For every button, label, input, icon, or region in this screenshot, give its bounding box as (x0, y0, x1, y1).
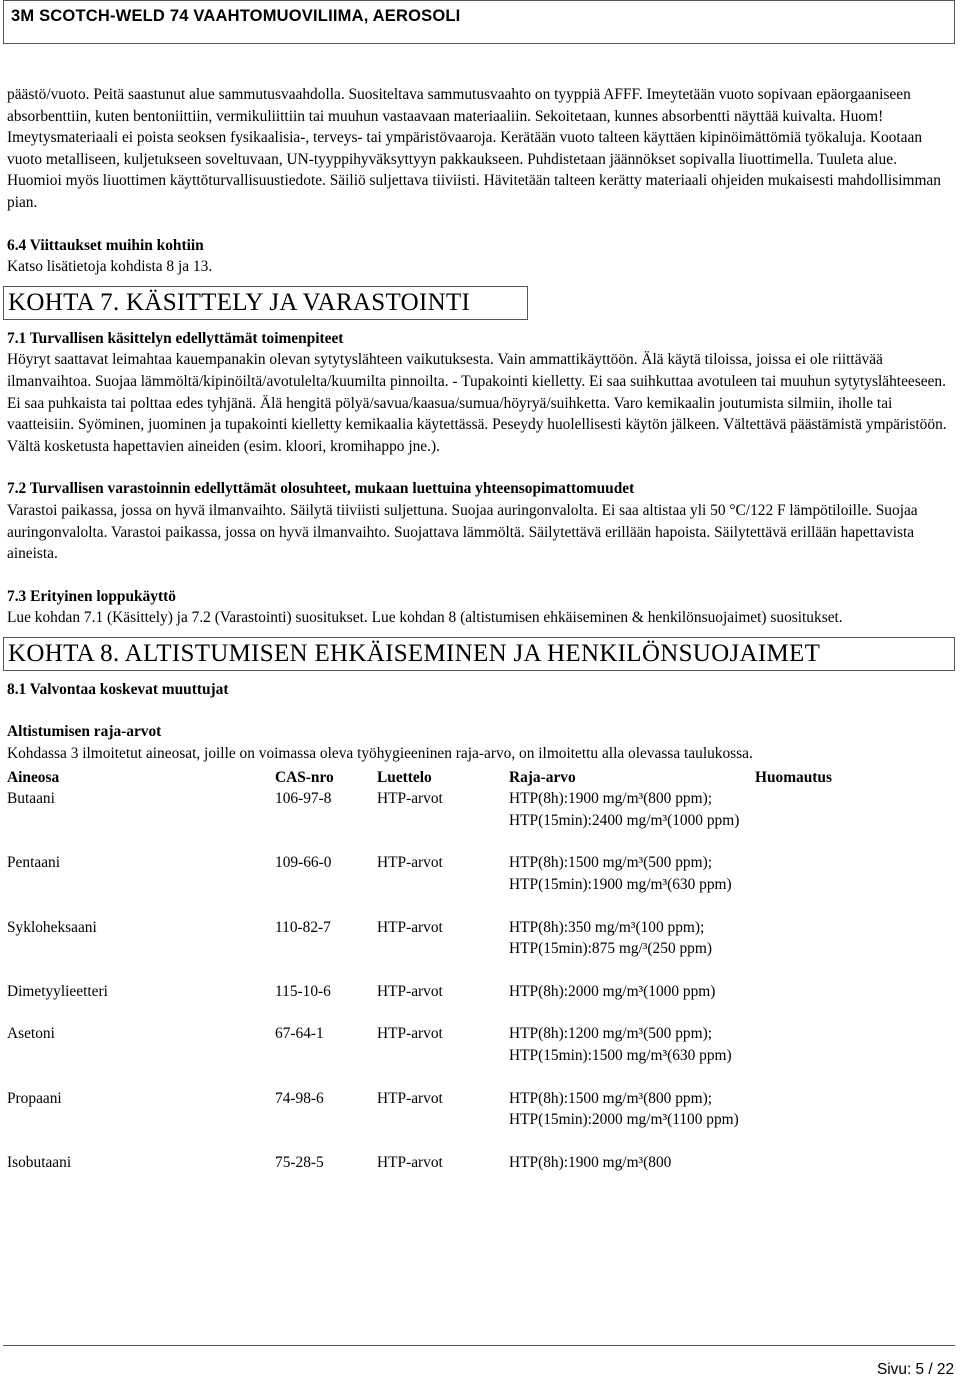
cell-huomautus (755, 788, 945, 852)
exposure-limits-table (7, 767, 945, 1174)
cell-raja-arvo: HTP(8h):1900 mg/m³(800 (509, 1153, 672, 1171)
s7-1-text: Höyryt saattavat leimahtaa kauempanakin olevan sytytyslähteen vaikutuksesta. Vain ammattikäyttöön. Älä käytä tiloissa, joissa ei ole riittävää ilmanvaihtoa. Suojaa lämmöltä/kipinöiltä/avotulelta/kuumilta pinnoilta. - Tupakointi kielletty. Ei saa suihkuttaa avotuleen tai muuhun sytytyslähteeseen. Ei saa puhkaista tai polttaa edes tyhjänä. Älä hengitä pölyä/savua/kaasua/sumua/höyryä/suihketta. Varo kemikaalin joutumista silmiin, iholle tai vaatteisiin. Syöminen, juominen ja tupakointi kielletty kemikaalia käytettässä. Peseydy huolellisesti käytön jälkeen. Vältettävä päästämistä ympäristöön. Vältä kosketusta hapettavien aineiden (esim. kloori, kromihappo jne.). (7, 351, 947, 455)
table-row (7, 981, 945, 1024)
document-body (7, 84, 952, 1173)
cell-huomautus (755, 1023, 945, 1087)
cell-cas: 106-97-8 (275, 790, 332, 808)
col-header-raja-arvo: Raja-arvo (509, 768, 576, 786)
table-row (7, 1023, 945, 1087)
cell-cas: 115-10-6 (275, 982, 331, 1000)
limits-heading: Altistumisen raja-arvot (7, 723, 162, 741)
cell-aineosa: Butaani (7, 790, 55, 808)
cell-luettelo: HTP-arvot (377, 1025, 443, 1043)
cell-cas: 75-28-5 (275, 1153, 324, 1171)
cell-huomautus (755, 852, 945, 916)
cell-raja-arvo: HTP(8h):1500 mg/m³(500 ppm); HTP(15min):1900 mg/m³(630 ppm) (509, 854, 732, 894)
s8-1-heading: 8.1 Valvontaa koskevat muuttujat (7, 680, 229, 698)
cell-cas: 109-66-0 (275, 854, 332, 872)
s7-3-text: Lue kohdan 7.1 (Käsittely) ja 7.2 (Varastointi) suositukset. Lue kohdan 8 (altistumisen ehkäiseminen & henkilönsuojaimet) suositukset. (7, 609, 843, 627)
section-8-title: KOHTA 8. ALTISTUMISEN EHKÄISEMINEN JA HENKILÖNSUOJAIMET (8, 639, 821, 667)
table-header-row (7, 767, 945, 789)
cell-huomautus (755, 1088, 945, 1152)
cell-luettelo: HTP-arvot (377, 1153, 443, 1171)
s6-4-heading: 6.4 Viittaukset muihin kohtiin (7, 236, 204, 254)
col-header-aineosa: Aineosa (7, 768, 60, 786)
cell-huomautus (755, 1152, 945, 1174)
cell-aineosa: Asetoni (7, 1025, 55, 1043)
cell-luettelo: HTP-arvot (377, 854, 443, 872)
cell-huomautus (755, 981, 945, 1024)
cell-huomautus (755, 917, 945, 981)
section-7-box (3, 286, 528, 320)
table-row (7, 788, 945, 852)
cell-luettelo: HTP-arvot (377, 918, 443, 936)
section-8-box (3, 637, 955, 671)
cell-raja-arvo: HTP(8h):1200 mg/m³(500 ppm); HTP(15min):1500 mg/m³(630 ppm) (509, 1025, 732, 1064)
s6-4-text: Katso lisätietoja kohdista 8 ja 13. (7, 258, 213, 276)
footer-rule (3, 1345, 955, 1346)
cell-aineosa: Sykloheksaani (7, 918, 97, 936)
table-row (7, 852, 945, 916)
cell-aineosa: Pentaani (7, 854, 60, 872)
cell-aineosa: Propaani (7, 1089, 62, 1107)
col-header-cas: CAS-nro (275, 768, 334, 786)
table-row (7, 1088, 945, 1152)
cell-raja-arvo: HTP(8h):2000 mg/m³(1000 ppm) (509, 982, 716, 1000)
cell-cas: 67-64-1 (275, 1025, 324, 1043)
s6-intro-text: päästö/vuoto. Peitä saastunut alue sammutusvaahdolla. Suositeltava sammutusvaahto on tyyppiä AFFF. Imeytetään vuoto sopivaan epäorgaaniseen absorbenttiin, kuten bentoniittiin, vermikuliittiin tai muuhun vastaavaan materiaaliin. Sekoitetaan, kunnes absorbentti näyttää kuivalta. Huom! Imeytysmateriaali ei poista seoksen fysikaalisia-, terveys- tai ympäristövaaroja. Kerätään vuoto talteen käyttäen kipinöimättömiä työkaluja. Kootaan vuoto metalliseen, kuljetukseen soveltuvaan, UN-tyyppihyväksyttyyn pakkaukseen. Puhdistetaan jäännökset sopivalla liuottimella. Tuuleta alue. Huomioi myös liuottimen käyttöturvallisuustiedote. Säiliö suljettava tiiviisti. Hävitetään talteen kerätty materiaali ohjeiden mukaisesti mahdollisimman pian. (7, 86, 941, 211)
col-header-luettelo: Luettelo (377, 768, 432, 786)
cell-raja-arvo: HTP(8h):1900 mg/m³(800 ppm); HTP(15min):2400 mg/m³(1000 ppm) (509, 790, 740, 829)
cell-aineosa: Isobutaani (7, 1153, 72, 1171)
cell-raja-arvo: HTP(8h):350 mg/m³(100 ppm); HTP(15min):875 mg/³(250 ppm) (509, 918, 712, 958)
cell-luettelo: HTP-arvot (377, 1089, 443, 1107)
limits-text: Kohdassa 3 ilmoitetut aineosat, joille on voimassa oleva työhygieeninen raja-arvo, on ilmoitettu alla olevassa taulukossa. (7, 745, 753, 763)
cell-raja-arvo: HTP(8h):1500 mg/m³(800 ppm); HTP(15min):2000 mg/m³(1100 ppm) (509, 1089, 739, 1129)
cell-cas: 110-82-7 (275, 918, 331, 936)
s7-2-text: Varastoi paikassa, jossa on hyvä ilmanvaihto. Säilytä tiiviisti suljettuna. Suojaa auringonvalolta. Ei saa altistaa yli 50 °C/122 F lämpötiloille. Suojaa auringonvalolta. Varastoi paikassa, jossa on hyvä ilmanvaihto. Suojattava lämmöltä. Säilytettävä erillään hapoista. Säilytettävä erillään hapettavista aineista. (7, 501, 918, 563)
cell-aineosa: Dimetyylieetteri (7, 982, 108, 1000)
table-row (7, 1152, 945, 1174)
col-header-huomautus: Huomautus (755, 768, 832, 786)
cell-cas: 74-98-6 (275, 1089, 324, 1107)
s7-1-heading: 7.1 Turvallisen käsittelyn edellyttämät toimenpiteet (7, 329, 344, 347)
cell-luettelo: HTP-arvot (377, 982, 443, 1000)
document-title: 3M SCOTCH-WELD 74 VAAHTOMUOVILIIMA, AEROSOLI (11, 7, 461, 25)
page-number: Sivu: 5 / 22 (877, 1361, 954, 1378)
section-7-title: KOHTA 7. KÄSITTELY JA VARASTOINTI (8, 288, 471, 316)
s7-2-heading: 7.2 Turvallisen varastoinnin edellyttämät olosuhteet, mukaan luettuina yhteensopimattomuudet (7, 480, 635, 498)
cell-luettelo: HTP-arvot (377, 790, 443, 808)
document-header (3, 0, 955, 44)
s7-3-heading: 7.3 Erityinen loppukäyttö (7, 587, 176, 605)
table-row (7, 917, 945, 981)
